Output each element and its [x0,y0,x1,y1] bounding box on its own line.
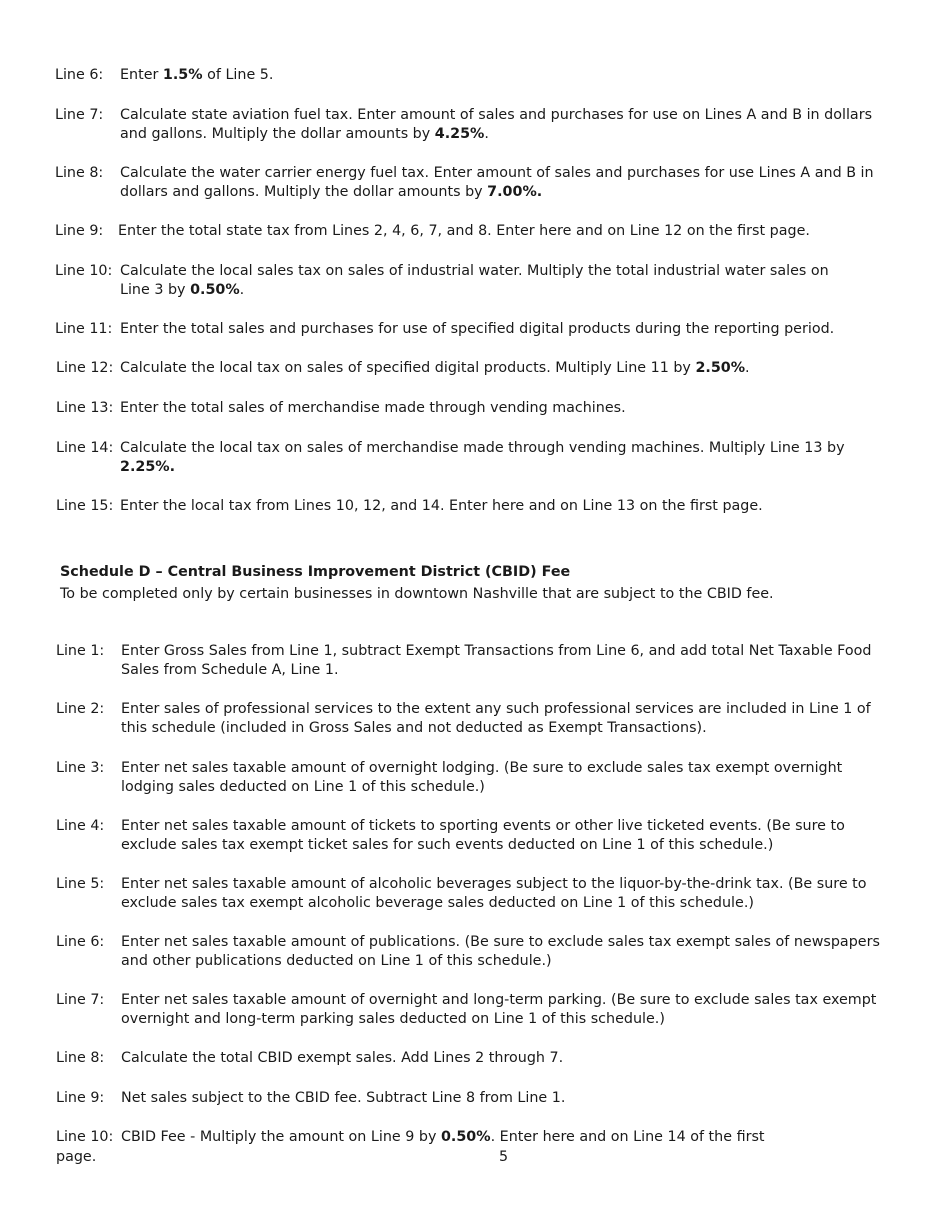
line-label: Line 9: [56,1090,105,1106]
line-label: Line 10: [55,263,113,279]
line-text-wrap: page. [56,1149,97,1165]
line-text: Enter net sales taxable amount of publications. (Be sure to exclude sales tax exempt sales of newspapers and other publications deducted on Line 1 of this schedule.) [121,934,880,969]
line-label: Line 5: [56,876,105,892]
line-text: Calculate the local sales tax on sales of industrial water. Multiply the total industrial water sales on Line 3 by 0.50%. [120,263,829,298]
line-label: Line 1: [56,643,105,659]
line-text: Enter the local tax from Lines 10, 12, and 14. Enter here and on Line 13 on the first page. [120,498,763,514]
line-text: Enter Gross Sales from Line 1, subtract Exempt Transactions from Line 6, and add total Net Taxable Food Sales from Schedule A, Line 1. [121,643,872,678]
line-text: Enter net sales taxable amount of alcoholic beverages subject to the liquor-by-the-drink tax. (Be sure to exclude sales tax exempt alcoholic beverage sales deducted on Line 1 of this schedule.) [121,876,867,911]
line-label: Line 12: [56,360,114,376]
line-label: Line 8: [56,1050,105,1066]
line-label: Line 9: [55,223,104,239]
line-label: Line 7: [56,992,105,1008]
line-text: Enter 1.5% of Line 5. [120,67,274,83]
line-label: Line 11: [55,321,113,337]
line-label: Line 2: [56,701,105,717]
line-label: Line 15: [56,498,114,514]
line-text: Enter the total sales and purchases for use of specified digital products during the reporting period. [120,321,835,337]
line-label: Line 6: [56,934,105,950]
line-text: CBID Fee - Multiply the amount on Line 9 by 0.50%. Enter here and on Line 14 of the first [121,1129,765,1145]
line-label: Line 13: [56,400,114,416]
line-text: Enter net sales taxable amount of tickets to sporting events or other live ticketed events. (Be sure to exclude sales tax exempt ticket sales for such events deducted on Line 1 of this schedule.) [121,818,845,853]
line-text: Enter net sales taxable amount of overnight lodging. (Be sure to exclude sales tax exempt overnight lodging sales deducted on Line 1 of this schedule.) [121,760,843,795]
line-text: Enter net sales taxable amount of overnight and long-term parking. (Be sure to exclude sales tax exempt overnight and long-term parking sales deducted on Line 1 of this schedule.) [121,992,877,1027]
schedule-d-subtitle: To be completed only by certain businesses in downtown Nashville that are subject to the CBID fee. [60,586,774,602]
line-text: Net sales subject to the CBID fee. Subtract Line 8 from Line 1. [121,1090,566,1106]
line-text: Calculate the local tax on sales of merchandise made through vending machines. Multiply Line 13 by 2.25%. [120,440,845,475]
line-label: Line 8: [55,165,104,181]
line-text: Calculate the water carrier energy fuel tax. Enter amount of sales and purchases for use Lines A and B in dollars and gallons. Multiply the dollar amounts by 7.00%. [120,165,874,200]
line-label: Line 3: [56,760,105,776]
line-label: Line 4: [56,818,105,834]
line-text: Calculate the local tax on sales of specified digital products. Multiply Line 11 by 2.50%. [120,360,750,376]
line-label: Line 7: [55,107,104,123]
line-label: Line 14: [56,440,114,456]
schedule-d-title: Schedule D – Central Business Improvement District (CBID) Fee [60,564,571,580]
line-text: Enter sales of professional services to the extent any such professional services are included in Line 1 of this schedule (included in Gross Sales and not deducted as Exempt Transactions). [121,701,871,736]
line-label: Line 10: [56,1129,114,1145]
page-number: 5 [499,1149,509,1165]
line-label: Line 6: [55,67,104,83]
line-text: Enter the total state tax from Lines 2, 4, 6, 7, and 8. Enter here and on Line 12 on the first page. [118,223,810,239]
line-text: Calculate state aviation fuel tax. Enter amount of sales and purchases for use on Lines A and B in dollars and gallons. Multiply the dollar amounts by 4.25%. [120,107,873,142]
line-text: Enter the total sales of merchandise made through vending machines. [120,400,626,416]
line-text: Calculate the total CBID exempt sales. Add Lines 2 through 7. [121,1050,564,1066]
